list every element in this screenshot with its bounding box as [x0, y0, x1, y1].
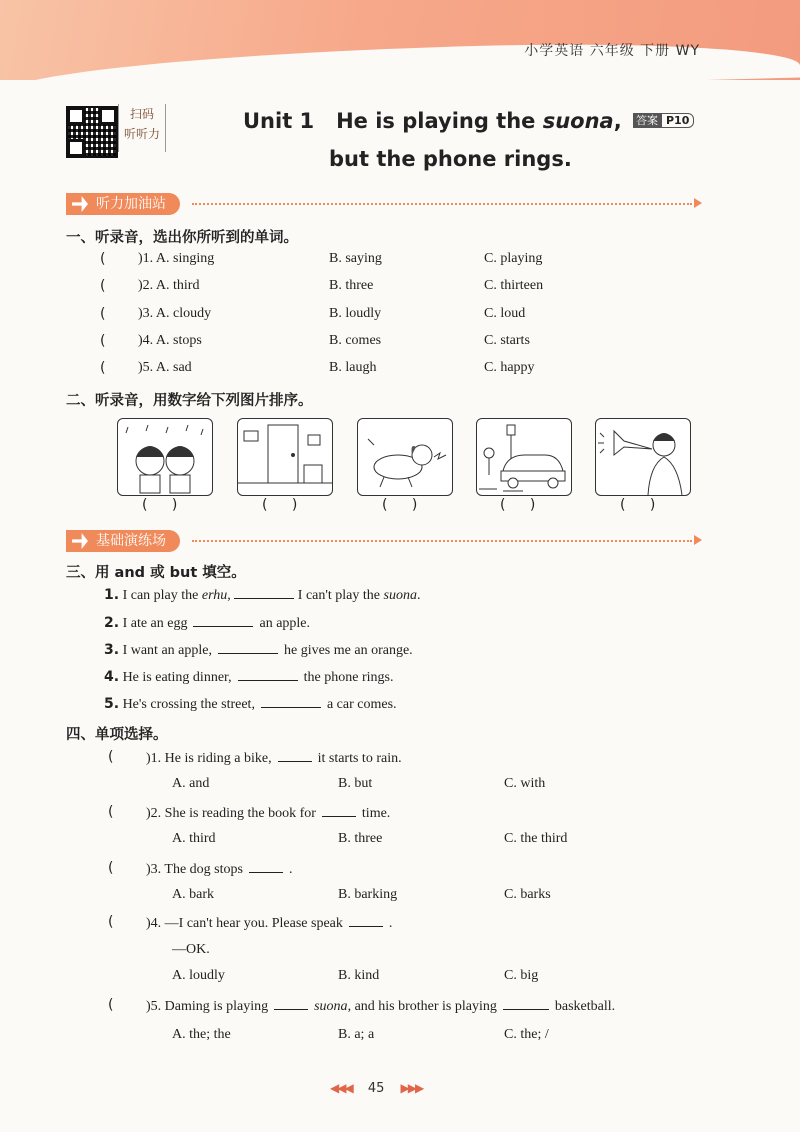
order-paren[interactable]: ( )	[142, 497, 188, 513]
blank-input[interactable]	[234, 586, 294, 599]
choice-a: A. and	[172, 776, 210, 791]
answer-paren[interactable]: (	[100, 251, 106, 267]
answer-paren[interactable]: (	[108, 860, 114, 876]
section-banner-basics: 基础演练场	[66, 530, 706, 552]
choice-c: C. with	[504, 776, 546, 791]
option-c: C. playing	[484, 251, 543, 266]
option-a: )4. A. stops	[138, 333, 202, 348]
choice-a: A. third	[172, 831, 216, 846]
question-q4-reply: —OK.	[172, 942, 210, 957]
blank-input[interactable]	[238, 668, 298, 681]
picture-playing-suona	[595, 418, 691, 496]
section3-heading: 三、用 and 或 but 填空。	[66, 565, 246, 581]
fill-item-1: 1. I can play the erhu, I can't play the suona.	[104, 587, 421, 603]
choice-a: A. bark	[172, 887, 214, 902]
door-illustration	[238, 419, 332, 495]
blank-input[interactable]	[503, 997, 549, 1010]
picture-door-room	[237, 418, 333, 496]
page-number: 45	[367, 1081, 385, 1096]
option-a: )3. A. cloudy	[138, 306, 212, 321]
section-banner-listening: 听力加油站	[66, 193, 706, 215]
answer-paren[interactable]: (	[108, 804, 114, 820]
option-a: )1. A. singing	[138, 251, 215, 266]
question-q3-stem: )3. The dog stops .	[146, 862, 293, 877]
series-label: 小学英语 六年级 下册 WY	[524, 43, 700, 59]
car-illustration	[477, 419, 571, 495]
option-c: C. starts	[484, 333, 530, 348]
question-q4-stem: )4. —I can't hear you. Please speak .	[146, 916, 393, 931]
blank-input[interactable]	[349, 914, 383, 927]
section1-heading: 一、听录音，选出你所听到的单词。	[66, 230, 298, 246]
fill-item-4: 4. He is eating dinner, the phone rings.	[104, 669, 394, 685]
answer-paren[interactable]: (	[108, 749, 114, 765]
section4-heading: 四、单项选择。	[66, 727, 168, 743]
option-a: )2. A. third	[138, 278, 200, 293]
option-b: B. loudly	[329, 306, 382, 321]
fill-item-5: 5. He's crossing the street, a car comes.	[104, 696, 397, 712]
picture-barking-dog	[357, 418, 453, 496]
choice-c: C. the third	[504, 831, 568, 846]
page-number-footer: ◀◀◀ 45 ▶▶▶	[330, 1081, 423, 1096]
option-c: C. happy	[484, 360, 535, 375]
rain-girls-illustration	[118, 419, 212, 495]
answer-tag: 答案 P10	[633, 112, 694, 128]
fill-item-3: 3. I want an apple, he gives me an orange.	[104, 642, 413, 658]
fill-item-2: 2. I ate an egg an apple.	[104, 615, 311, 631]
blank-input[interactable]	[218, 641, 278, 654]
order-paren[interactable]: ( )	[620, 497, 666, 513]
blank-input[interactable]	[278, 749, 312, 762]
section2-heading: 二、听录音，用数字给下列图片排序。	[66, 393, 313, 409]
order-paren[interactable]: ( )	[500, 497, 546, 513]
blank-input[interactable]	[261, 695, 321, 708]
answer-paren[interactable]: (	[100, 306, 106, 322]
option-b: B. three	[329, 278, 374, 293]
answer-paren[interactable]: (	[108, 997, 114, 1013]
picture-rain-girls	[117, 418, 213, 496]
page-title: Unit 1 He is playing the suona, but the phone rings.	[243, 109, 622, 171]
suona-player-illustration	[596, 419, 690, 495]
option-b: B. saying	[329, 251, 382, 266]
question-q5-stem: )5. Daming is playing suona, and his brother is playing basketball.	[146, 999, 616, 1014]
choice-c: C. big	[504, 968, 539, 983]
option-c: C. thirteen	[484, 278, 544, 293]
choice-c: C. the; /	[504, 1027, 549, 1042]
dog-illustration	[358, 419, 452, 495]
answer-paren[interactable]: (	[108, 914, 114, 930]
answer-paren[interactable]: (	[100, 333, 106, 349]
choice-b: B. three	[338, 831, 383, 846]
choice-a: A. the; the	[172, 1027, 231, 1042]
choice-b: B. kind	[338, 968, 380, 983]
option-b: B. comes	[329, 333, 382, 348]
order-paren[interactable]: ( )	[262, 497, 308, 513]
answer-paren[interactable]: (	[100, 278, 106, 294]
answer-paren[interactable]: (	[100, 360, 106, 376]
blank-input[interactable]	[193, 614, 253, 627]
choice-b: B. barking	[338, 887, 398, 902]
question-q1-stem: )1. He is riding a bike, it starts to rain.	[146, 751, 402, 766]
choice-b: B. a; a	[338, 1027, 375, 1042]
choice-a: A. loudly	[172, 968, 225, 983]
option-a: )5. A. sad	[138, 360, 192, 375]
order-paren[interactable]: ( )	[382, 497, 428, 513]
choice-b: B. but	[338, 776, 373, 791]
choice-c: C. barks	[504, 887, 551, 902]
blank-input[interactable]	[274, 997, 308, 1010]
blank-input[interactable]	[249, 860, 283, 873]
scan-label: 扫码 听听力	[118, 104, 166, 152]
qr-code-icon[interactable]	[66, 106, 118, 158]
option-b: B. laugh	[329, 360, 377, 375]
option-c: C. loud	[484, 306, 526, 321]
picture-car-crossing	[476, 418, 572, 496]
question-q2-stem: )2. She is reading the book for time.	[146, 806, 391, 821]
blank-input[interactable]	[322, 804, 356, 817]
